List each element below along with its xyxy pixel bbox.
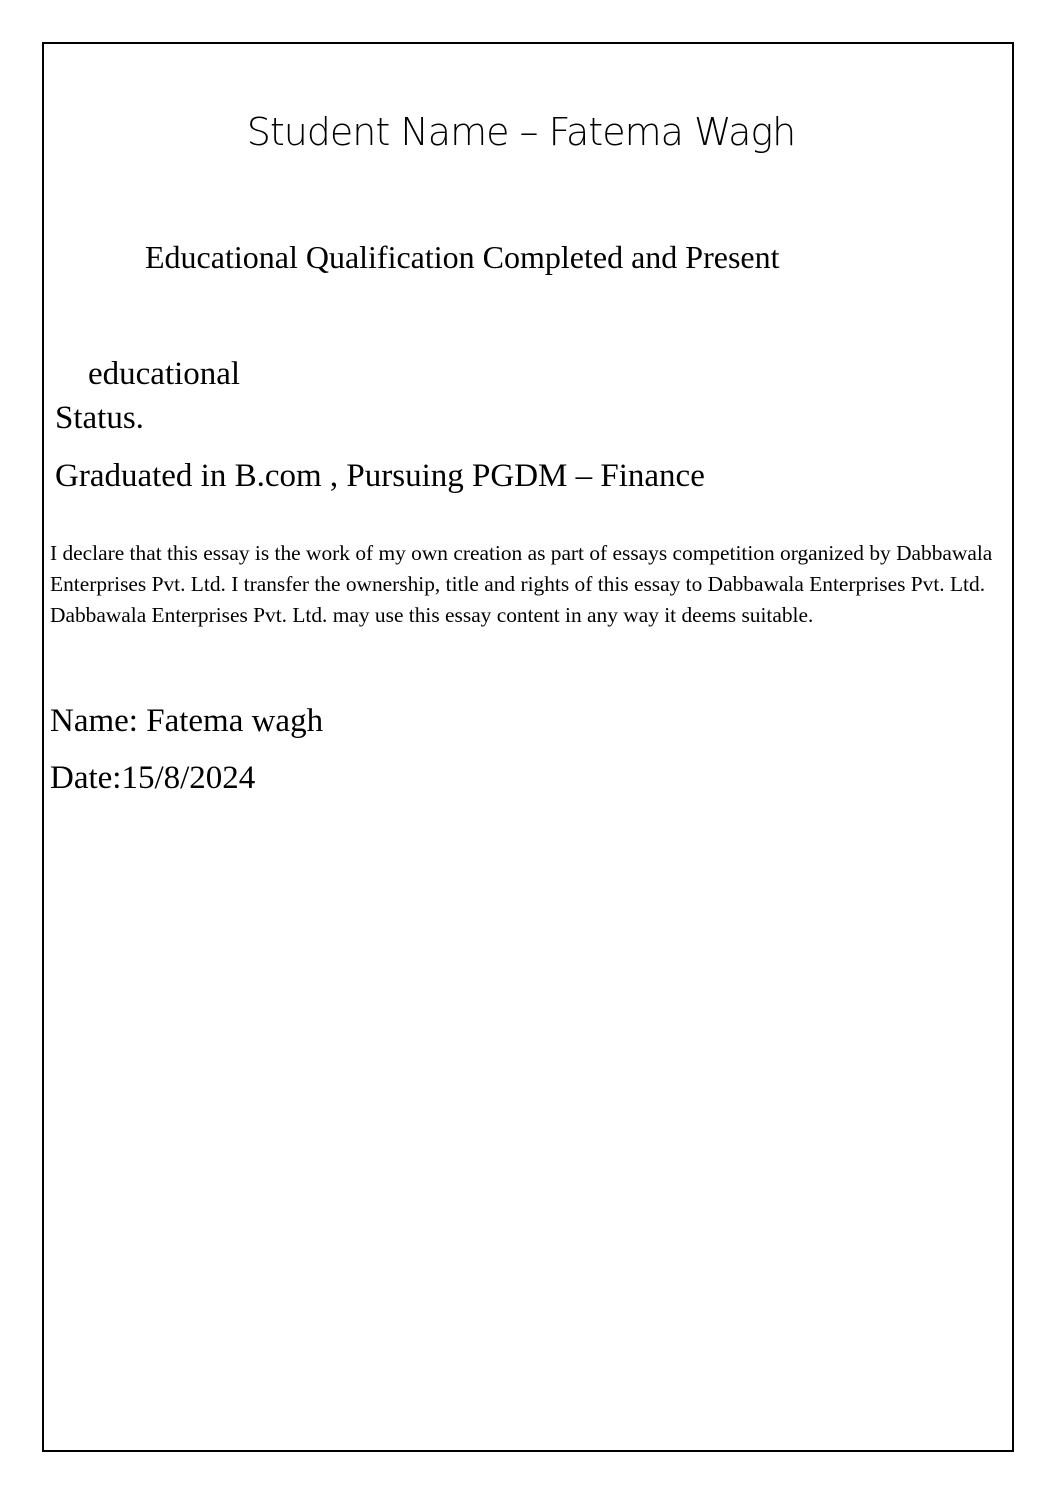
signature-date: Date:15/8/2024 (50, 760, 256, 796)
student-name-heading: Student Name – Fatema Wagh (246, 110, 796, 154)
declaration-paragraph: I declare that this essay is the work of my own creation as part of essays competition organized by Dabbawala Enterprises Pvt. Ltd. I transfer the ownership, title and rights of this essay to Dabbawala Enterprises Pvt. Ltd. Dabbawala Enterprises Pvt. Ltd. may use this essay content in any way it deems suitable. (50, 541, 993, 627)
signature-name: Name: Fatema wagh (50, 703, 324, 739)
educational-label: educational (88, 356, 241, 392)
qualification-heading: Educational Qualification Completed and Present (145, 239, 780, 275)
status-value: Graduated in B.com , Pursuing PGDM – Finance (55, 458, 705, 494)
status-label: Status. (55, 400, 144, 436)
